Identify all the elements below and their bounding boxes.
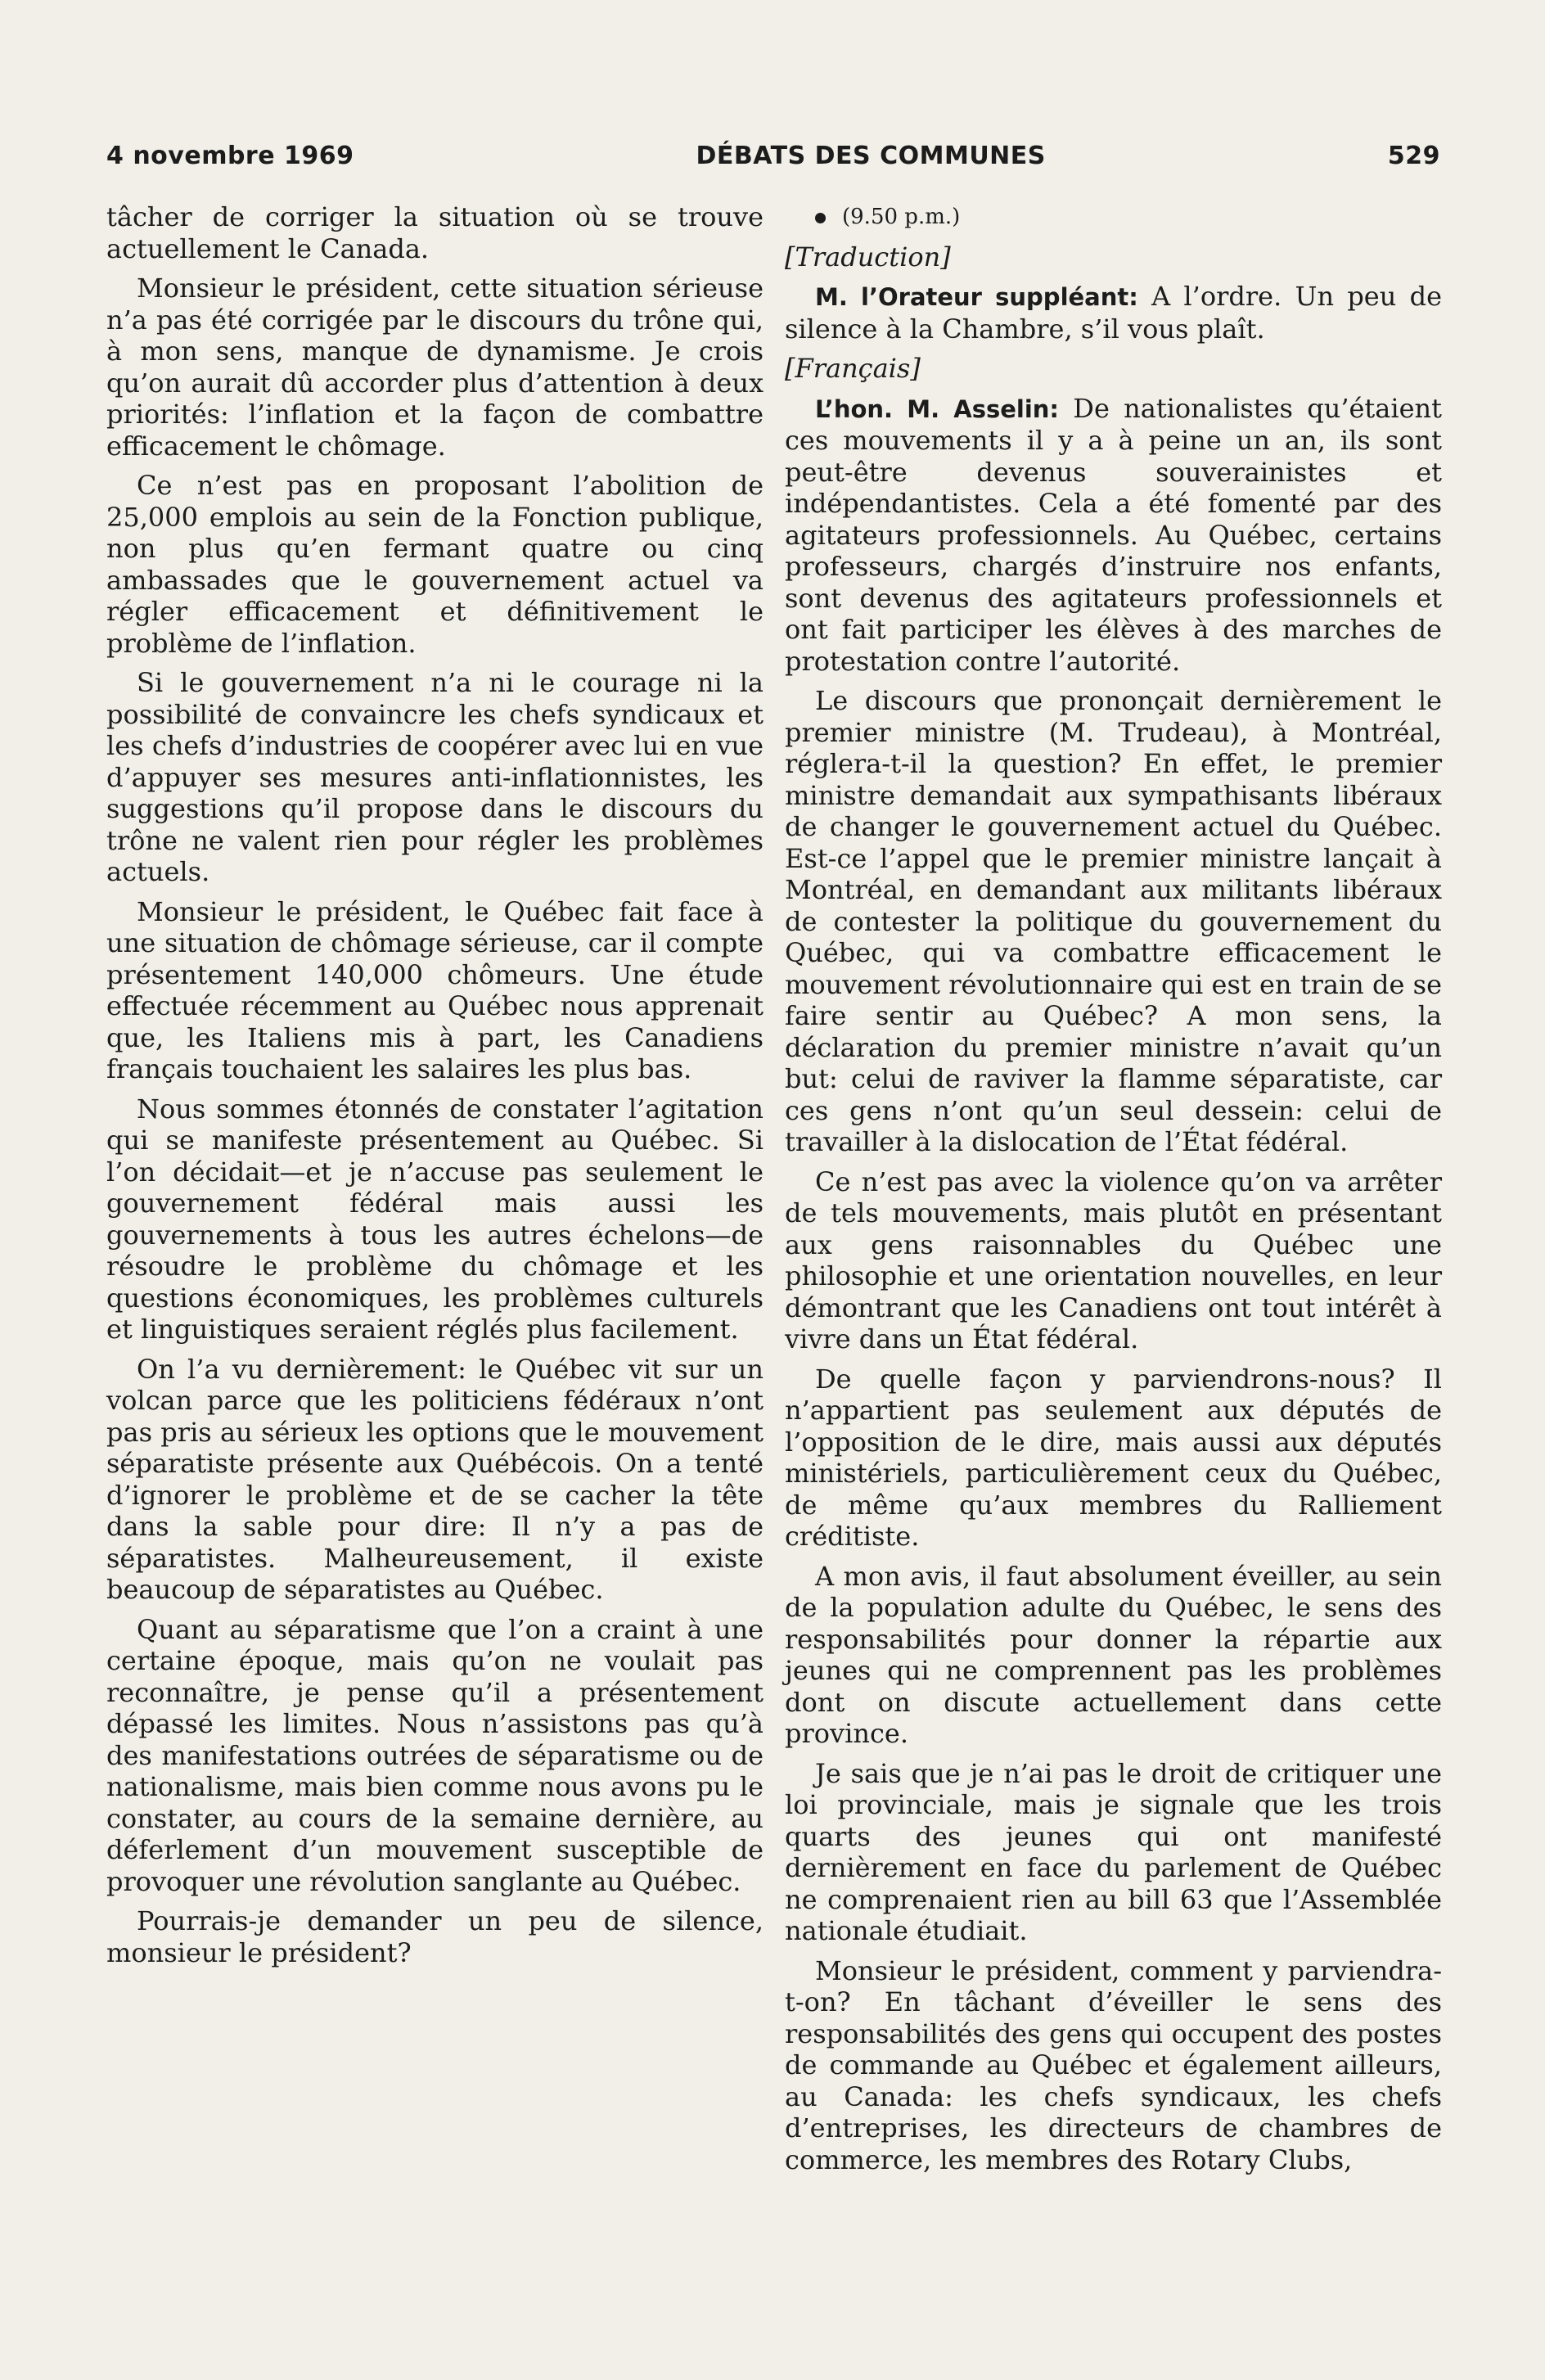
- paragraph: Le discours que prononçait dernièrement le premier ministre (M. Trudeau), à Montréal, réglera-t-il la question? En effet, le premier ministre demandait aux sympathisants libéraux de changer le gouvernement actuel du Québec. Est-ce l’appel que le premier ministre lançait à Montréal, en demandant aux militants libéraux de contester la politique du gouvernement du Québec, qui va combattre efficacement le mouvement révolutionnaire qui est en train de se faire sentir au Québec? A mon sens, la déclaration du premier ministre n’avait qu’un but: celui de raviver la flamme séparatiste, car ces gens n’ont qu’un seul dessein: celui de travailler à la dislocation de l’État fédéral.: [785, 685, 1442, 1157]
- paragraph: Monsieur le président, cette situation sérieuse n’a pas été corrigée par le discours du trône qui, à mon sens, manque de dynamisme. Je crois qu’on aurait dû accorder plus d’attention à deux priorités: l’inflation et la façon de combattre efficacement le chômage.: [106, 273, 763, 462]
- translation-tag: [Traduction]: [785, 241, 951, 273]
- page-header: [106, 131, 1440, 180]
- header-title: DÉBATS DES COMMUNES: [696, 141, 1046, 170]
- paragraph: Monsieur le président, comment y parviendra-t-on? En tâchant d’éveiller le sens des responsabilités des gens qui occupent des postes de commande au Québec et également ailleurs, au Canada: les chefs syndicaux, les chefs d’entreprises, les directeurs de chambres de commerce, les membres des Rotary Clubs,: [785, 1954, 1442, 2175]
- language-tag: [Français]: [785, 353, 921, 384]
- paragraph: Nous sommes étonnés de constater l’agitation qui se manifeste présentement au Québec. Si l’on décidait—et je n’accuse pas seulement le gouvernement fédéral mais aussi les gouvernements à tous les autres échelons—de résoudre le problème du chômage et les questions économiques, les problèmes culturels et linguistiques seraient réglés plus facilement.: [106, 1093, 763, 1345]
- paragraph: Pourrais-je demander un peu de silence, monsieur le président?: [106, 1905, 763, 1968]
- paragraph: A mon avis, il faut absolument éveiller, au sein de la population adulte du Québec, le sens des responsabilités pour donner la répartie aux jeunes qui ne comprennent pas les problèmes dont on discute actuellement dans cette province.: [785, 1560, 1442, 1749]
- header-date: 4 novembre 1969: [106, 141, 354, 170]
- speaker-name: M. l’Orateur suppléant:: [815, 283, 1138, 311]
- speaker-name: L’hon. M. Asselin:: [815, 394, 1060, 423]
- paragraph: De quelle façon y parviendrons-nous? Il n’appartient pas seulement aux députés de l’opposition de le dire, mais aussi aux députés ministériels, particulièrement ceux du Québec, de même qu’aux membres du Ralliement créditiste.: [785, 1363, 1442, 1552]
- right-column: [785, 201, 1442, 2184]
- speech: [785, 281, 1442, 345]
- paragraph: Je sais que je n’ai pas le droit de critiquer une loi provinciale, mais je signale que les trois quarts des jeunes qui ont manifesté dernièrement en face du parlement de Québec ne comprenaient rien au bill 63 que l’Assemblée nationale étudiait.: [785, 1757, 1442, 1946]
- time-marker: [785, 201, 1442, 233]
- page-number: 529: [1387, 141, 1440, 170]
- paragraph: Ce n’est pas en proposant l’abolition de 25,000 emplois au sein de la Fonction publique, non plus qu’en fermant quatre ou cinq ambassades que le gouvernement actuel va régler efficacement et définitivement le problème de l’inflation.: [106, 470, 763, 659]
- bullet-icon: [815, 213, 826, 223]
- paragraph: Ce n’est pas avec la violence qu’on va arrêter de tels mouvements, mais plutôt en présentant aux gens raisonnables du Québec une philosophie et une orientation nouvelles, en leur démontrant que les Canadiens ont tout intérêt à vivre dans un État fédéral.: [785, 1165, 1442, 1355]
- time-text: (9.50 p.m.): [842, 205, 961, 229]
- speech-text: De nationalistes qu’étaient ces mouvements il y a à peine un an, ils sont peut-être devenus souverainistes et indépendantistes. Cela a été fomenté par des agitateurs professionnels. Au Québec, certains professeurs, chargés d’instruire nos enfants, sont devenus des agitateurs professionnels et ont fait participer les élèves à des marches de protestation contre l’autorité.: [785, 392, 1443, 677]
- speech-text: A l’ordre. Un peu de silence à la Chambre, s’il vous plaît.: [785, 281, 1443, 345]
- paragraph: Monsieur le président, le Québec fait face à une situation de chômage sérieuse, car il compte présentement 140,000 chômeurs. Une étude effectuée récemment au Québec nous apprenait que, les Italiens mis à part, les Canadiens français touchaient les salaires les plus bas.: [106, 895, 763, 1084]
- paragraph: Quant au séparatisme que l’on a craint à une certaine époque, mais qu’on ne voulait pas reconnaître, je pense qu’il a présentement dépassé les limites. Nous n’assistons pas qu’à des manifestations outrées de séparatisme ou de nationalisme, mais bien comme nous avons pu le constater, au cours de la semaine dernière, au déferlement d’un mouvement susceptible de provoquer une révolution sanglante au Québec.: [106, 1613, 763, 1897]
- left-column: [106, 201, 763, 1977]
- paragraph: Si le gouvernement n’a ni le courage ni la possibilité de convaincre les chefs syndicaux et les chefs d’industries de coopérer avec lui en vue d’appuyer ses mesures anti-inflationnistes, les suggestions qu’il propose dans le discours du trône ne valent rien pour régler les problèmes actuels.: [106, 667, 763, 887]
- speech: [785, 393, 1442, 678]
- paragraph: tâcher de corriger la situation où se trouve actuellement le Canada.: [106, 201, 763, 264]
- paragraph: On l’a vu dernièrement: le Québec vit sur un volcan parce que les politiciens fédéraux n’ont pas pris au sérieux les options que le mouvement séparatiste présente aux Québécois. On a tenté d’ignorer le problème et de se cacher la tête dans la sable pour dire: Il n’y a pas de séparatistes. Malheureusement, il existe beaucoup de séparatistes au Québec.: [106, 1353, 763, 1605]
